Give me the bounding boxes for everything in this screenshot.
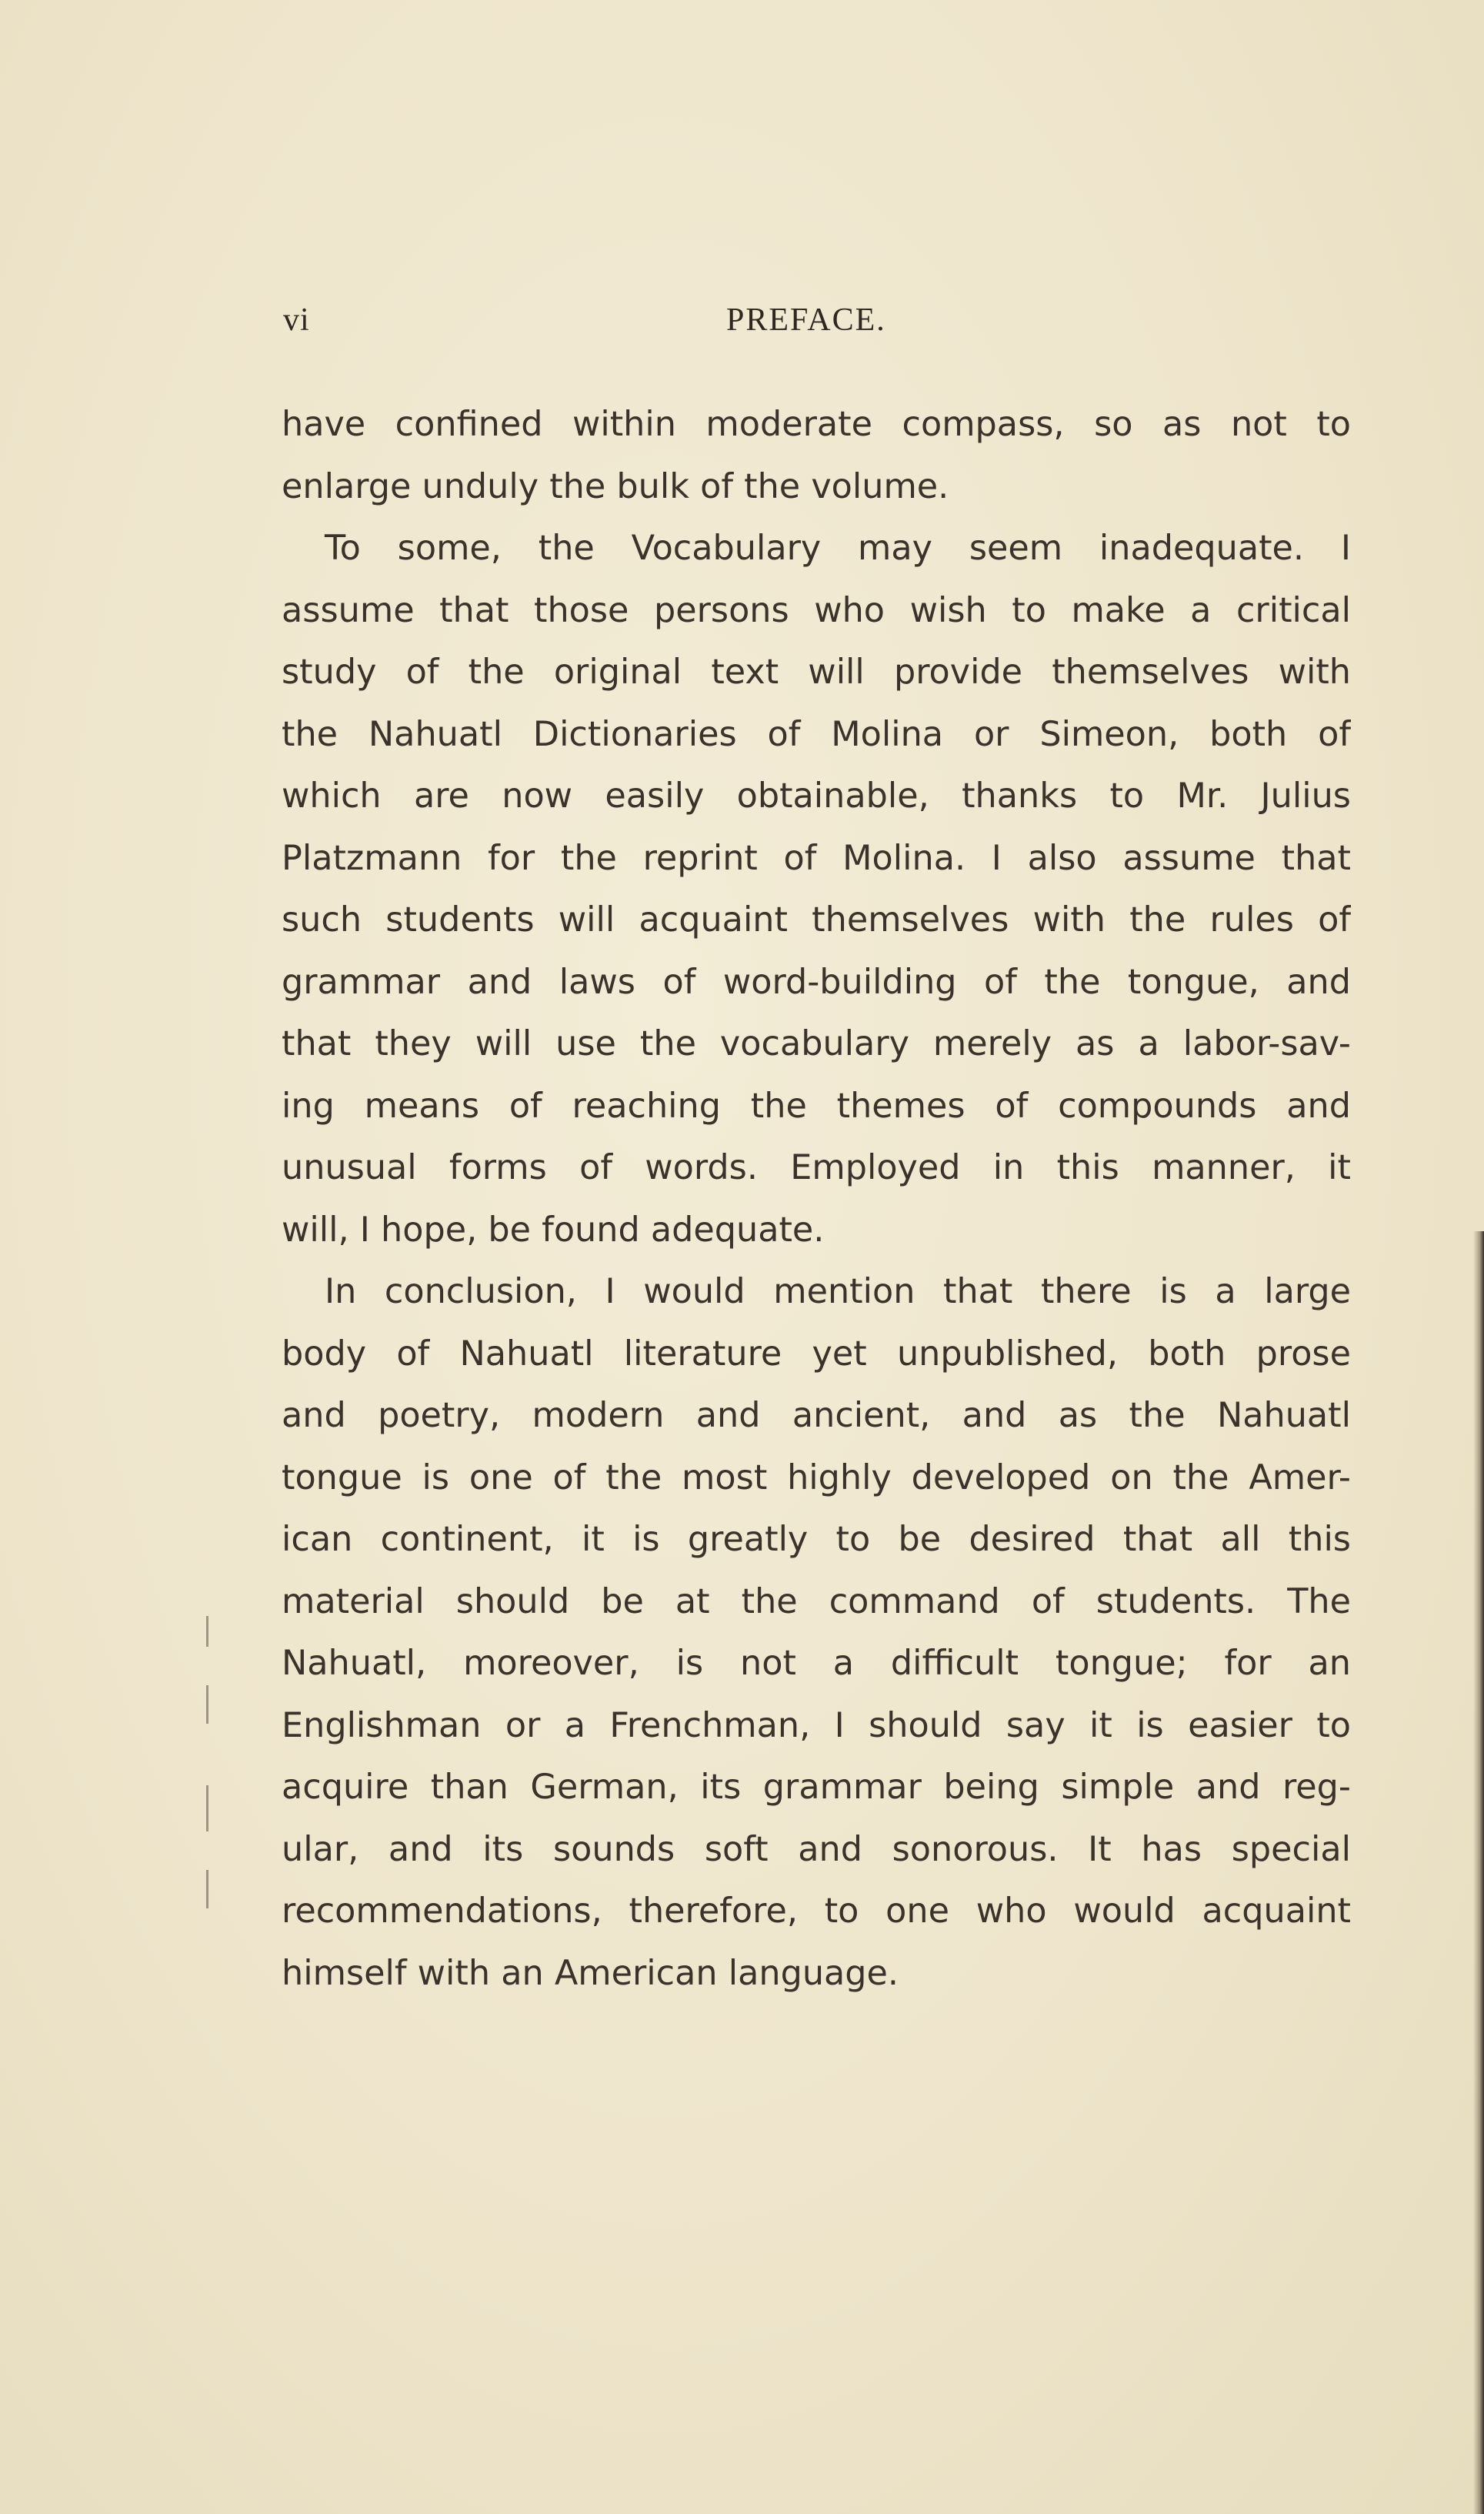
text-line: the Nahuatl Dictionaries of Molina or Simeon, both of [282, 714, 1351, 754]
text-line: have confined within moderate compass, so as not to [282, 405, 1351, 444]
page-edge-shadow [1473, 1231, 1484, 2514]
text-line: enlarge unduly the bulk of the volume. [282, 466, 949, 506]
text-line: and poetry, modern and ancient, and as the Nahuatl [282, 1396, 1351, 1435]
text-line: will, I hope, be found adequate. [282, 1210, 825, 1250]
text-line: such students will acquaint themselves with the rules of [282, 900, 1351, 940]
text-line: Englishman or a Frenchman, I should say it is easier to [282, 1705, 1351, 1745]
text-line: unusual forms of words. Employed in this manner, it [282, 1148, 1351, 1187]
text-line: ing means of reaching the themes of compounds and [282, 1086, 1351, 1126]
page-number: vi [283, 302, 310, 338]
margin-mark [206, 1870, 208, 1908]
text-line: which are now easily obtainable, thanks to Mr. Julius [282, 776, 1351, 816]
margin-mark [206, 1785, 208, 1831]
body-text [282, 394, 1351, 2005]
text-line: that they will use the vocabulary merely as a labor-sav- [282, 1024, 1351, 1063]
text-line: tongue is one of the most highly developed on the Amer- [282, 1457, 1351, 1497]
text-line: material should be at the command of students. The [282, 1581, 1351, 1621]
text-line: grammar and laws of word-building of the tongue, and [282, 962, 1351, 1002]
text-line: himself with an American language. [282, 1953, 899, 1993]
text-line: Nahuatl, moreover, is not a difficult tongue; for an [282, 1644, 1351, 1683]
running-head-title: PREFACE. [726, 302, 886, 338]
text-line: recommendations, therefore, to one who would acquaint [282, 1891, 1351, 1931]
margin-mark [206, 1685, 208, 1724]
margin-mark [206, 1616, 208, 1647]
text-line: In conclusion, I would mention that there is a large [325, 1272, 1351, 1311]
text-line: acquire than German, its grammar being simple and reg- [282, 1768, 1351, 1807]
text-line: ular, and its sounds soft and sonorous. It has special [282, 1829, 1351, 1869]
text-line: To some, the Vocabulary may seem inadequate. I [325, 529, 1351, 568]
running-head [283, 302, 1345, 348]
text-line: assume that those persons who wish to make a critical [282, 590, 1351, 630]
text-line: Platzmann for the reprint of Molina. I also assume that [282, 838, 1351, 878]
text-line: study of the original text will provide themselves with [282, 653, 1351, 692]
text-line: ican continent, it is greatly to be desired that all this [282, 1520, 1351, 1559]
text-line: body of Nahuatl literature yet unpublished, both prose [282, 1334, 1351, 1374]
